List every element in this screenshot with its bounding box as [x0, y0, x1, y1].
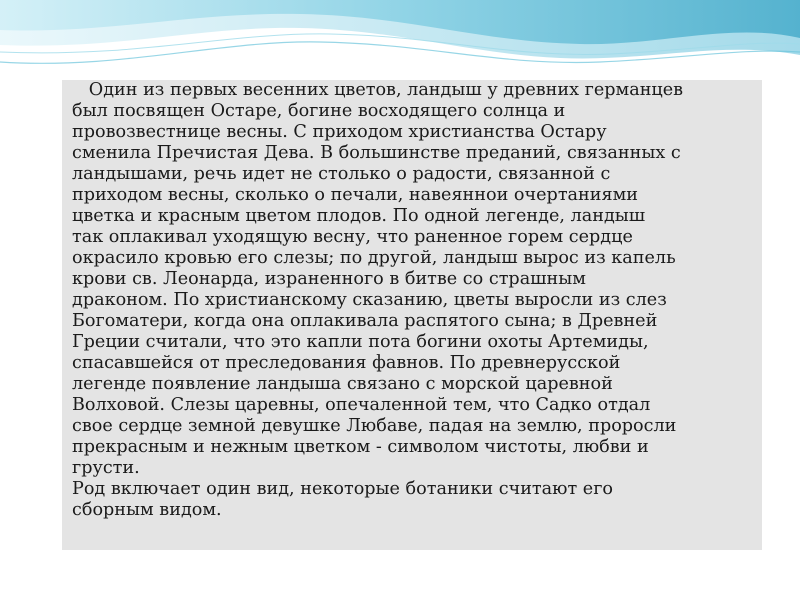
- text-line: Греции считали, что это капли пота богини охоты Артемиды,: [72, 332, 649, 352]
- text-line: грусти.: [72, 458, 140, 478]
- text-line: провозвестнице весны. С приходом христианства Остару: [72, 122, 607, 142]
- text-line: был посвящен Остаре, богине восходящего солнца и: [72, 101, 566, 121]
- text-line: Один из первых весенних цветов, ландыш у древних германцев: [72, 80, 684, 100]
- text-line: Волховой. Слезы царевны, опечаленной тем, что Садко отдал: [72, 395, 651, 415]
- text-line: спасавшейся от преследования фавнов. По древнерусской: [72, 353, 621, 373]
- text-line: драконом. По христианскому сказанию, цветы выросли из слез: [72, 290, 667, 310]
- text-line: свое сердце земной девушке Любаве, падая на землю, проросли: [72, 416, 677, 436]
- text-line: прекрасным и нежным цветком - символом чистоты, любви и: [72, 437, 649, 457]
- text-line: окрасило кровью его слезы; по другой, ландыш вырос из капель: [72, 248, 676, 268]
- body-text: [72, 80, 762, 521]
- text-line: так оплакивал уходящую весну, что раненное горем сердце: [72, 227, 633, 247]
- text-line: Род включает один вид, некоторые ботаники считают его: [72, 479, 614, 499]
- wave-decoration: [0, 0, 800, 80]
- text-line: сборным видом.: [72, 500, 222, 520]
- text-line: сменила Пречистая Дева. В большинстве преданий, связанных с: [72, 143, 681, 163]
- text-line: цветка и красным цветом плодов. По одной легенде, ландыш: [72, 206, 646, 226]
- text-line: Богоматери, когда она оплакивала распятого сына; в Древней: [72, 311, 658, 331]
- text-line: приходом весны, сколько о печали, навеяннои очертаниями: [72, 185, 639, 205]
- text-line: крови св. Леонарда, израненного в битве со страшным: [72, 269, 586, 289]
- text-line: ландышами, речь идет не столько о радости, связанной с: [72, 164, 611, 184]
- text-line: легенде появление ландыша связано с морской царевной: [72, 374, 613, 394]
